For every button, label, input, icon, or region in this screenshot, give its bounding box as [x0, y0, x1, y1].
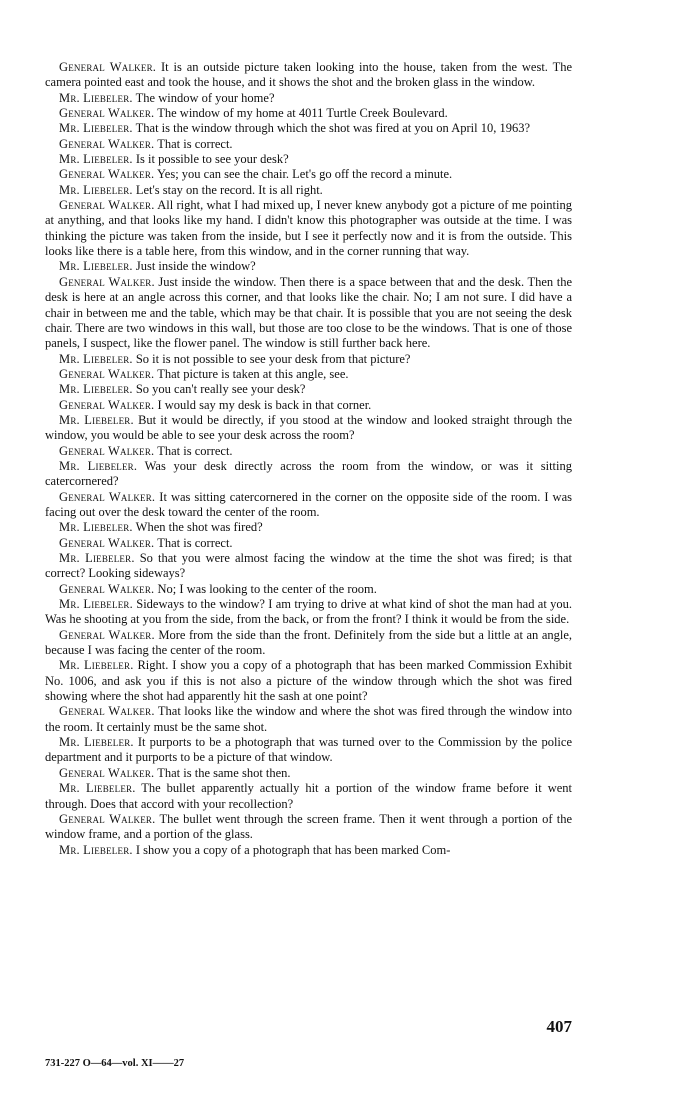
speaker-name: Mr. Liebeler. [59, 842, 133, 857]
testimony-statement: Is it possible to see your desk? [135, 152, 289, 167]
testimony-statement: So it is not possible to see your desk from that picture? [135, 351, 411, 366]
testimony-statement: It was sitting catercornered in the corner on the opposite side of the room. I was facing out over the desk toward the center of the room. [45, 489, 573, 519]
testimony-statement: Let's stay on the record. It is all right. [135, 182, 323, 197]
testimony-paragraph [45, 198, 572, 259]
testimony-statement: The bullet apparently actually hit a portion of the window frame before it went through. Does that accord with your recollection? [45, 781, 572, 811]
testimony-paragraph [45, 367, 572, 382]
testimony-statement: That is the same shot then. [157, 765, 291, 780]
speaker-name: General Walker. [59, 106, 155, 121]
testimony-statement: I would say my desk is back in that corner. [157, 397, 372, 412]
testimony-paragraph [45, 167, 572, 182]
speaker-name: Mr. Liebeler. [59, 735, 134, 750]
speaker-name: Mr. Liebeler. [59, 259, 133, 274]
testimony-statement: Just inside the window? [135, 259, 256, 274]
testimony-statement: All right, what I had mixed up, I never knew anybody got a picture of me pointing at anything, and that looks like my hand. I didn't know this photographer was outside at the time. I was thinking the picture was taken from the inside, but I see it perfectly now and it is from the outside. This looks like there is a table here, from this window, and in the corner running that way. [45, 198, 573, 259]
testimony-paragraph [45, 183, 572, 198]
speaker-name: Mr. Liebeler. [59, 90, 133, 105]
speaker-name: Mr. Liebeler. [59, 382, 133, 397]
testimony-statement: That is correct. [157, 443, 233, 458]
testimony-paragraph [45, 382, 572, 397]
speaker-name: Mr. Liebeler. [59, 182, 133, 197]
testimony-paragraph [45, 259, 572, 274]
testimony-statement: It is an outside picture taken looking into the house, taken from the west. The camera pointed east and took the house, and it shows the shot and the broken glass in the window. [45, 60, 572, 90]
speaker-name: Mr. Liebeler. [59, 152, 133, 167]
speaker-name: General Walker. [59, 167, 155, 182]
speaker-name: Mr. Liebeler. [59, 121, 133, 136]
speaker-name: General Walker. [59, 443, 155, 458]
testimony-paragraph [45, 843, 572, 858]
testimony-paragraph [45, 60, 572, 91]
testimony-statement: More from the side than the front. Definitely from the side but a little at an angle, because I was facing the center of the room. [45, 627, 573, 658]
speaker-name: General Walker. [59, 535, 155, 550]
speaker-name: General Walker. [59, 198, 155, 213]
speaker-name: Mr. Liebeler. [59, 351, 133, 366]
speaker-name: General Walker. [59, 765, 155, 780]
speaker-name: Mr. Liebeler. [59, 458, 138, 473]
speaker-name: General Walker. [59, 366, 155, 381]
speaker-name: Mr. Liebeler. [59, 658, 134, 673]
speaker-name: General Walker. [59, 811, 156, 826]
testimony-paragraph [45, 352, 572, 367]
testimony-paragraph [45, 735, 572, 766]
testimony-text [45, 60, 572, 858]
speaker-name: General Walker. [59, 627, 155, 642]
testimony-statement: When the shot was fired? [135, 520, 263, 535]
testimony-paragraph [45, 413, 572, 444]
testimony-paragraph [45, 459, 572, 490]
testimony-statement: That is the window through which the shot was fired at you on April 10, 1963? [135, 121, 531, 136]
testimony-paragraph [45, 275, 572, 352]
testimony-statement: That is correct. [157, 136, 233, 151]
speaker-name: Mr. Liebeler. [59, 597, 133, 612]
page-number: 407 [546, 1017, 572, 1036]
testimony-paragraph [45, 597, 572, 628]
testimony-statement: That looks like the window and where the shot was fired through the window into the room. It certainly must be the same shot. [45, 704, 572, 734]
testimony-statement: Right. I show you a copy of a photograph that has been marked Commission Exhibit No. 1006, and ask you if this is not also a picture of the window through which the shot was fired showing where the shot had apparently hit the sash at one point? [45, 658, 572, 704]
testimony-paragraph [45, 91, 572, 106]
speaker-name: Mr. Liebeler. [59, 551, 135, 565]
testimony-statement: That picture is taken at this angle, see. [157, 366, 349, 381]
testimony-statement: Sideways to the window? I am trying to drive at what kind of shot the man had at you. Was he shooting at you from the side, from the back, or from the front? I think it would be from the side. [45, 597, 572, 627]
testimony-statement: No; I was looking to the center of the room. [157, 581, 377, 596]
testimony-paragraph [45, 106, 572, 121]
testimony-paragraph [45, 137, 572, 152]
testimony-statement: The bullet went through the screen frame. Then it went through a portion of the window frame, and a portion of the glass. [45, 811, 572, 842]
testimony-paragraph [45, 766, 572, 781]
speaker-name: Mr. Liebeler. [59, 520, 133, 535]
testimony-paragraph [45, 121, 572, 136]
speaker-name: General Walker. [59, 136, 155, 151]
testimony-statement: The window of your home? [135, 90, 275, 105]
speaker-name: Mr. Liebeler. [59, 412, 134, 427]
speaker-name: General Walker. [59, 397, 155, 412]
testimony-paragraph [45, 152, 572, 167]
testimony-paragraph [45, 704, 572, 735]
testimony-statement: Just inside the window. Then there is a space between that and the desk. Then the desk is here at an angle across this corner, and that looks like the chair. No; I am not sure. I did have a chair in between me and the table, which may be that chair. It is possible that you are not seeing the desk chair. There are two windows in this wall, but those are too close to be the windows. That is one of those panels, I suspect, like the flower panel. The window is still further back here. [45, 274, 573, 351]
testimony-paragraph [45, 444, 572, 459]
testimony-paragraph [45, 781, 572, 812]
testimony-statement: Was your desk directly across the room from the window, or was it sitting catercornered? [45, 458, 572, 489]
testimony-statement: But it would be directly, if you stood at the window and looked straight through the window, you would be able to see your desk across the room? [45, 412, 572, 443]
testimony-paragraph [45, 398, 572, 413]
speaker-name: General Walker. [59, 489, 156, 504]
testimony-paragraph [45, 536, 572, 551]
testimony-paragraph [45, 520, 572, 535]
speaker-name: General Walker. [59, 704, 155, 719]
testimony-statement: Yes; you can see the chair. Let's go off the record a minute. [157, 167, 453, 182]
testimony-statement: So you can't really see your desk? [135, 382, 306, 397]
testimony-statement: I show you a copy of a photograph that has been marked Com- [135, 842, 451, 857]
testimony-statement: So that you were almost facing the window at the time the shot was fired; is that correct? Looking sideways? [45, 551, 572, 581]
speaker-name: General Walker. [59, 581, 155, 596]
testimony-paragraph [45, 551, 572, 582]
testimony-paragraph [45, 628, 572, 659]
speaker-name: Mr. Liebeler. [59, 781, 136, 796]
testimony-paragraph [45, 490, 572, 521]
testimony-paragraph [45, 658, 572, 704]
testimony-statement: The window of my home at 4011 Turtle Creek Boulevard. [157, 106, 448, 121]
testimony-paragraph [45, 582, 572, 597]
testimony-statement: It purports to be a photograph that was turned over to the Commission by the police department and it purports to be a picture of that window. [45, 735, 572, 765]
speaker-name: General Walker. [59, 274, 155, 289]
testimony-paragraph [45, 812, 572, 843]
speaker-name: General Walker. [59, 60, 157, 74]
print-code: 731-227 O—64—vol. XI——27 [45, 1058, 185, 1069]
testimony-statement: That is correct. [157, 535, 233, 550]
